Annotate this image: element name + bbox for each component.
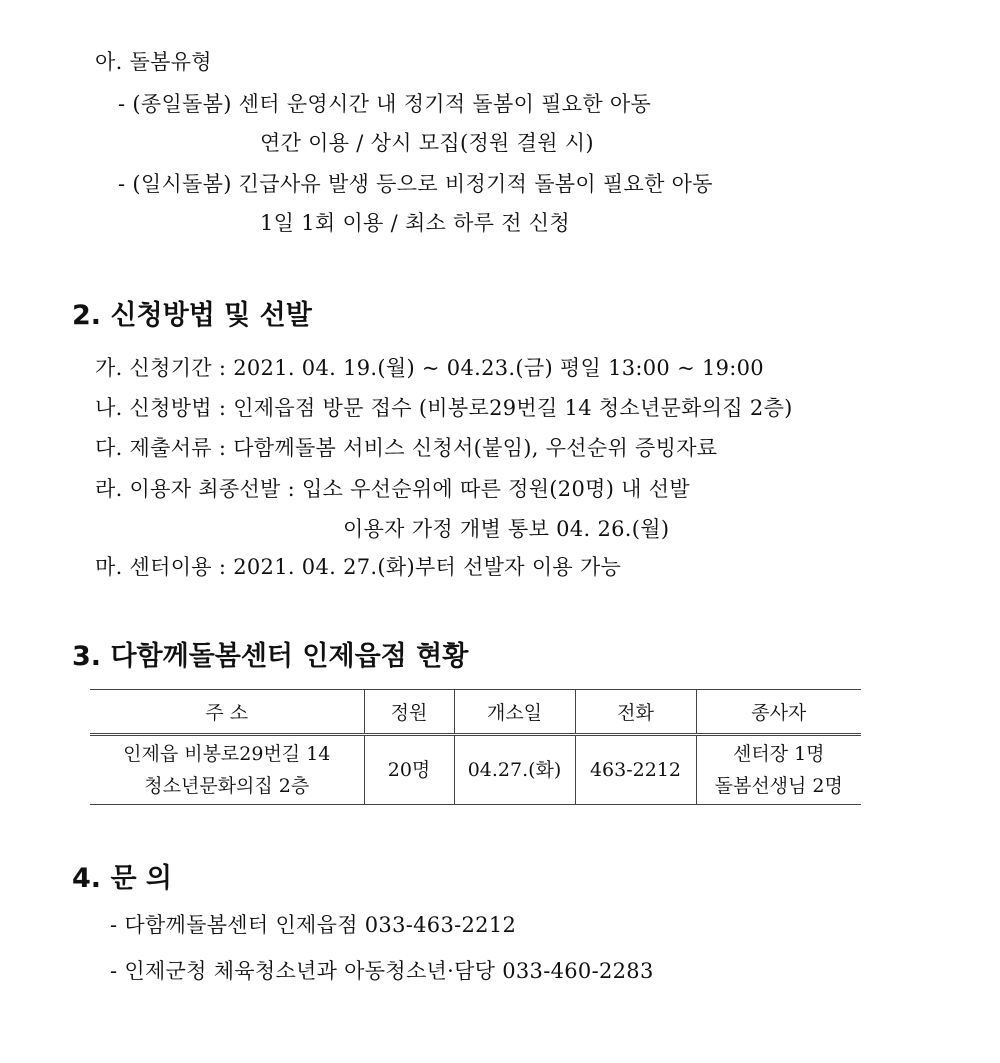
header-capacity: 정원 [364, 690, 454, 735]
cell-staff [696, 735, 861, 805]
table-row [90, 735, 861, 805]
apply-method: 나. 신청방법 : 인제읍점 방문 접수 (비봉로29번길 14 청소년문화의집 2층) [95, 396, 793, 420]
final-selection: 라. 이용자 최종선발 : 입소 우선순위에 따른 정원(20명) 내 선발 [95, 477, 690, 501]
cell-opening-date: 04.27.(화) [454, 735, 575, 805]
fullday-care-line: - (종일돌봄) 센터 운영시간 내 정기적 돌봄이 필요한 아동 [118, 92, 652, 116]
header-phone: 전화 [575, 690, 696, 735]
staff-line-1: 센터장 1명 [732, 743, 825, 765]
required-documents: 다. 제출서류 : 다함께돌봄 서비스 신청서(붙임), 우선순위 증빙자료 [95, 436, 718, 460]
section3-heading: 3. 다함께돌봄센터 인제읍점 현황 [72, 641, 469, 672]
cell-address [90, 735, 364, 805]
address-line-2: 청소년문화의집 2층 [144, 775, 310, 797]
contact-county-office: - 인제군청 체육청소년과 아동청소년·담당 033-460-2283 [110, 959, 654, 983]
header-opening-date: 개소일 [454, 690, 575, 735]
temporary-care-line: - (일시돌봄) 긴급사유 발생 등으로 비정기적 돌봄이 필요한 아동 [118, 172, 713, 196]
cell-phone: 463-2212 [575, 735, 696, 805]
section2-heading: 2. 신청방법 및 선발 [72, 300, 312, 331]
staff-line-2: 돌봄선생님 2명 [714, 775, 843, 797]
selection-notice: 이용자 가정 개별 통보 04. 26.(월) [343, 517, 670, 541]
care-type-title: 아. 돌봄유형 [95, 50, 212, 74]
cell-capacity: 20명 [364, 735, 454, 805]
center-status-table [90, 689, 861, 805]
temporary-care-detail: 1일 1회 이용 / 최소 하루 전 신청 [260, 211, 570, 235]
fullday-care-detail: 연간 이용 / 상시 모집(정원 결원 시) [260, 131, 594, 155]
apply-period: 가. 신청기간 : 2021. 04. 19.(월) ~ 04.23.(금) 평일 13:00 ~ 19:00 [95, 356, 764, 380]
table-header-row [90, 690, 861, 735]
contact-center: - 다함께돌봄센터 인제읍점 033-463-2212 [110, 913, 517, 937]
header-staff: 종사자 [696, 690, 861, 735]
header-address: 주 소 [90, 690, 364, 735]
center-usage: 마. 센터이용 : 2021. 04. 27.(화)부터 선발자 이용 가능 [95, 555, 622, 579]
section4-heading: 4. 문 의 [72, 863, 173, 894]
address-line-1: 인제읍 비봉로29번길 14 [123, 743, 331, 765]
